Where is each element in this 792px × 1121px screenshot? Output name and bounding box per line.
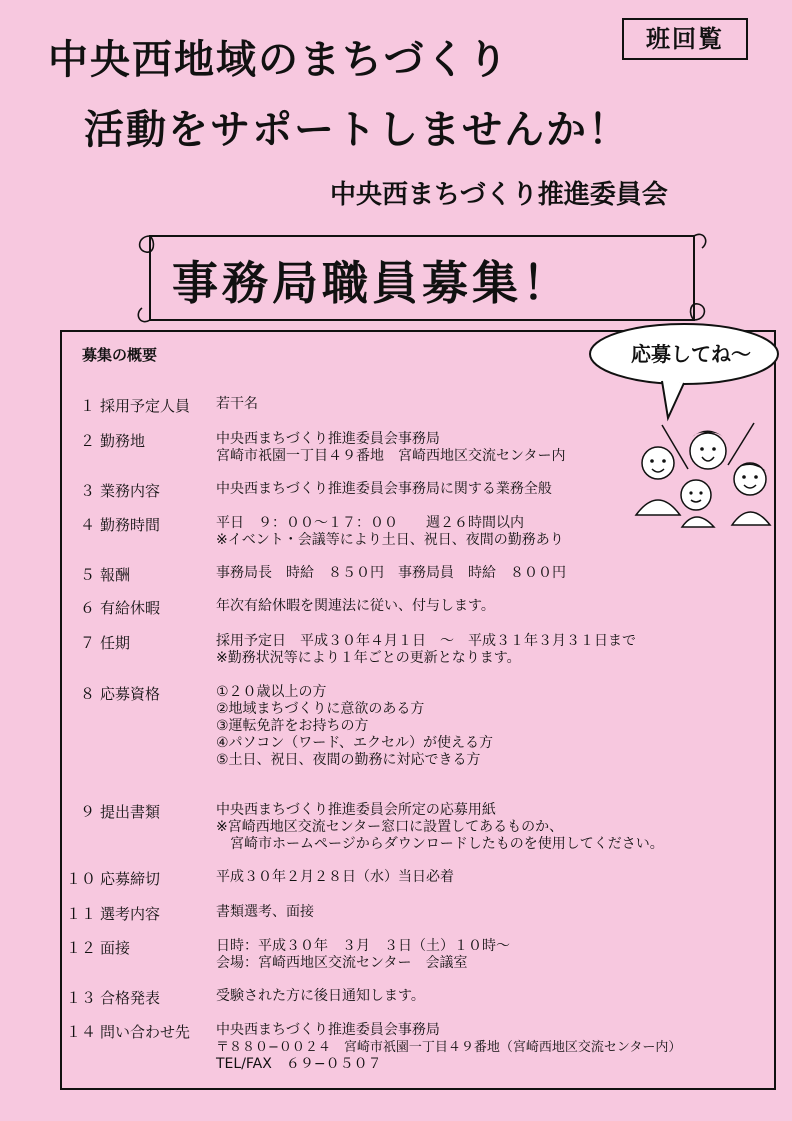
item-content <box>216 1022 681 1073</box>
item-content <box>216 598 495 615</box>
organization-name: 中央西まちづくり推進委員会 <box>330 180 668 210</box>
item-content <box>216 633 636 667</box>
item-content <box>216 684 493 769</box>
item-line: ①２０歳以上の方 <box>216 684 327 700</box>
item-line: ※宮崎西地区交流センター窓口に設置してあるものか、 <box>216 819 564 835</box>
banner-title: 事務局職員募集！ <box>172 256 572 310</box>
item-content <box>216 565 566 582</box>
item-label: 合格発表 <box>100 989 161 1007</box>
item-number: １０ <box>66 870 97 888</box>
item-line: 書類選考、面接 <box>216 904 314 920</box>
item-content <box>216 938 510 972</box>
item-line: ④パソコン（ワード、エクセル）が使える方 <box>216 735 494 751</box>
item-line: 〒８８０−００２４ 宮崎市祇園一丁目４９番地（宮崎西地区交流センター内） <box>216 1040 682 1055</box>
item-line: 年次有給休暇を関連法に従い、付与します。 <box>216 598 495 614</box>
item-number: ３ <box>80 482 96 500</box>
item-line: TEL/FAX ６９−０５０７ <box>216 1056 382 1072</box>
item-content <box>216 869 454 886</box>
bubble-text: 応募してね〜 <box>631 342 751 366</box>
item-number: ６ <box>80 599 96 617</box>
item-label: 問い合わせ先 <box>100 1023 191 1041</box>
item-number: ２ <box>80 432 96 450</box>
item-line: 事務局長 時給 ８５０円 事務局員 時給 ８００円 <box>216 565 566 581</box>
item-number: ８ <box>80 685 96 703</box>
item-number: １１ <box>66 905 97 923</box>
item-line: 採用予定日 平成３０年４月１日 〜 平成３１年３月３１日まで <box>216 633 636 649</box>
item-number: １３ <box>66 989 97 1007</box>
item-line: 中央西まちづくり推進委員会事務局 <box>216 431 440 447</box>
item-number: ７ <box>80 634 96 652</box>
item-line: 中央西まちづくり推進委員会事務局に関する業務全般 <box>216 481 552 497</box>
item-line: 会場：宮崎西地区交流センター 会議室 <box>216 955 468 971</box>
item-content <box>216 904 314 921</box>
item-content <box>216 396 258 413</box>
item-line: ③運転免許をお持ちの方 <box>216 718 369 734</box>
speech-bubble-icon <box>584 318 784 423</box>
item-label: 選考内容 <box>100 905 161 923</box>
item-content <box>216 802 664 853</box>
item-line: ⑤土日、祝日、夜間の勤務に対応できる方 <box>216 752 481 768</box>
item-number: １４ <box>66 1023 97 1041</box>
item-line: 受験された方に後日通知します。 <box>216 988 425 1004</box>
people-illustration-icon <box>622 415 774 537</box>
item-line: 平日 ９：００〜１７：００ 週２６時間以内 <box>216 515 524 531</box>
section-title: 募集の概要 <box>82 346 158 364</box>
item-line: 中央西まちづくり推進委員会所定の応募用紙 <box>216 802 496 818</box>
item-line: 日時：平成３０年 ３月 ３日（土）１０時〜 <box>216 938 510 954</box>
item-number: ５ <box>80 566 96 584</box>
item-label: 勤務地 <box>100 432 146 450</box>
item-label: 有給休暇 <box>100 599 161 617</box>
item-line: 中央西まちづくり推進委員会事務局 <box>216 1022 440 1038</box>
item-content <box>216 481 552 498</box>
item-number: １ <box>80 397 96 415</box>
item-content <box>216 515 564 549</box>
item-label: 業務内容 <box>100 482 161 500</box>
item-number: ９ <box>80 803 96 821</box>
item-line: ※イベント・会議等により土日、祝日、夜間の勤務あり <box>216 532 564 548</box>
item-number: ４ <box>80 516 96 534</box>
item-label: 面接 <box>100 939 131 957</box>
item-line: 宮崎市祇園一丁目４９番地 宮崎西地区交流センター内 <box>216 448 566 464</box>
item-label: 採用予定人員 <box>100 397 191 415</box>
item-line: 宮崎市ホームページからダウンロードしたものを使用してください。 <box>216 836 664 852</box>
item-label: 応募資格 <box>100 685 161 703</box>
item-line: 平成３０年２月２８日（水）当日必着 <box>216 869 454 885</box>
circulation-badge: 班回覧 <box>622 18 748 60</box>
item-line: ※勤務状況等により１年ごとの更新となります。 <box>216 650 521 666</box>
item-number: １２ <box>66 939 97 957</box>
item-label: 応募締切 <box>100 870 161 888</box>
item-label: 任期 <box>100 634 131 652</box>
item-label: 勤務時間 <box>100 516 161 534</box>
item-content <box>216 988 425 1005</box>
item-label: 提出書類 <box>100 803 161 821</box>
item-line: ②地域まちづくりに意欲のある方 <box>216 701 425 717</box>
item-content <box>216 431 565 465</box>
item-line: 若干名 <box>216 396 258 412</box>
headline-line1: 中央西地域のまちづくり <box>48 37 510 83</box>
headline-line2: 活動をサポートしませんか！ <box>84 107 630 153</box>
item-label: 報酬 <box>100 566 131 584</box>
